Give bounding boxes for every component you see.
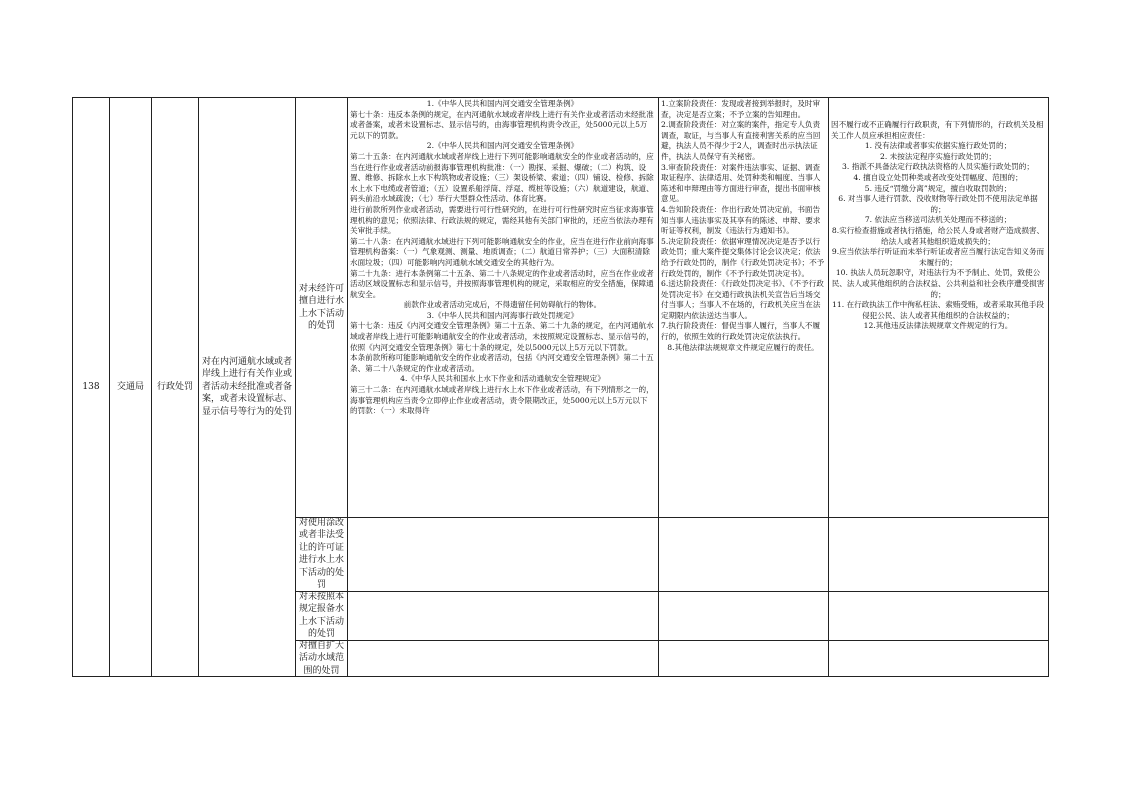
responsibility-line: 5.决定阶段责任：依据审理情况决定是否予以行政处罚；重大案件提交集体讨论会议决定；依法给予行政处罚的，制作《行政处罚决定书》；不予行政处罚的，制作《不予行政处罚决定书》。 — [661, 236, 825, 278]
accountability-line: 10. 执法人员玩忽职守，对违法行为不予制止、处罚，致使公民、法人或其他组织的合法权益、公共利益和社会秩序遭受损害的； — [831, 268, 1045, 299]
basis-line: 第二十八条：在内河通航水域进行下列可能影响通航安全的作业，应当在进行作业前向海事管理机构备案：（一）气象观测、测量、地质调查；（二）航道日常养护；（三）大面积清除水面垃圾；（四）可能影响内河通航水域交通安全的其他行为。 — [350, 236, 654, 267]
accountability-line: 因不履行或不正确履行行政职责，有下列情形的，行政机关及相关工作人员应承担相应责任： — [831, 120, 1044, 140]
accountability-line: 7. 依法应当移送司法机关处理而不移送的； — [864, 215, 1012, 225]
accountability-line: 3. 指派不具备法定行政执法资格的人员实施行政处罚的； — [842, 162, 1034, 172]
department: 交通局 — [116, 381, 144, 392]
responsibility-line: 7.执行阶段责任：督促当事人履行，当事人不履行的，依照生效的行政处罚决定依法执行。 — [661, 321, 821, 342]
department-cell — [110, 98, 152, 676]
responsibility-line: 6.送达阶段责任：《行政处罚决定书》、《不予行政处罚决定书》在交通行政执法机关宣告后当场交付当事人；当事人不在场的，行政机关应当在法定期限内依法送达当事人。 — [661, 279, 824, 320]
sub-item — [296, 98, 347, 517]
accountability-text — [831, 120, 1045, 516]
basis-line: 4.《中华人民共和国水上水下作业和活动通航安全管理规定》 — [400, 374, 605, 384]
row-number: 138 — [82, 381, 100, 392]
basis-line: 2.《中华人民共和国内河交通安全管理条例》 — [426, 141, 579, 151]
sub-item — [296, 640, 347, 677]
category-cell — [152, 98, 199, 676]
accountability-line: 6. 对当事人进行罚款、没收财物等行政处罚不使用法定单据的； — [838, 194, 1038, 214]
basis-line: 第七十条：违反本条例的规定，在内河通航水域或者岸线上进行有关作业或者活动未经批准或者备案，或者未设置标志、显示信号的，由海事管理机构责令改正，处5000元以上5万元以下的罚款。 — [350, 109, 654, 140]
responsibility-line: 8.其他法律法规规章文件规定应履行的责任。 — [667, 342, 819, 352]
accountability-line: 12.其他违反法律法规规章文件规定的行为。 — [863, 321, 1013, 331]
accountability-line: 1. 没有法律或者事实依据实施行政处罚的； — [864, 141, 1012, 151]
legal-basis-cell — [348, 98, 659, 676]
accountability-line: 9.应当依法举行听证而未举行听证或者应当履行法定告知义务而未履行的； — [831, 247, 1045, 267]
accountability-cell — [829, 98, 1048, 676]
basis-line: 第二十五条：在内河通航水域或者岸线上进行下列可能影响通航安全的作业或者活动的，应当在进行作业或者活动前报海事管理机构批准：（一）勘探、采掘、爆破；（二）构筑、设置、维修、拆除水上水下构筑物或者设施；（三）架设桥梁、索道；（四）铺设、检修、拆除水上水下电缆或者管道；（五）设置系船浮筒、浮趸、缆桩等设施；（六）航道建设，航道、码头前沿水域疏浚；（七）举行大型群众性活动、体育比赛。 — [350, 151, 654, 204]
row-divider — [296, 517, 1048, 518]
legal-basis-text — [350, 99, 655, 516]
responsibility-line: 4.告知阶段责任：作出行政处罚决定前，书面告知当事人违法事实及其享有的陈述、申辩、要求听证等权利，制发《违法行为通知书》。 — [661, 204, 821, 236]
category: 行政处罚 — [156, 381, 193, 392]
basis-line: 第三十二条：在内河通航水域或者岸线上进行水上水下作业或者活动，有下列情形之一的，海事管理机构应当责令立即停止作业或者活动，责令限期改正，处5000元以上5万元以下的罚款：（一）未取得许 — [350, 385, 654, 416]
sub-item — [296, 591, 347, 640]
responsibility-line: 2.调查阶段责任：对立案的案件，指定专人负责调查，取证，与当事人有直接利害关系的应当回避，执法人员不得少于2人，调查时出示执法证件，执法人员保守有关秘密。 — [661, 120, 821, 161]
row-divider — [296, 640, 1048, 641]
accountability-line: 11. 在行政执法工作中徇私枉法、索贿受贿，或者采取其他手段侵犯公民、法人或者其他组织的合法权益的； — [832, 300, 1044, 320]
basis-line: 3.《中华人民共和国内河海事行政处罚规定》 — [426, 310, 579, 320]
basis-line: 进行前款所列作业或者活动，需要进行可行性研究的，在进行可行性研究时应当征求海事管理机构的意见；依照法律、行政法规的规定，需经其他有关部门审批的，还应当依法办理有关审批手续。 — [350, 204, 654, 236]
basis-line: 第二十九条：进行本条例第二十五条、第二十八条规定的作业或者活动时，应当在作业或者活动区域设置标志和显示信号，并按照海事管理机构的规定，采取相应的安全措施，保障通航安全。 — [350, 268, 654, 299]
row-number-cell — [73, 98, 110, 676]
item-name: 对在内河通航水域或者岸线上进行有关作业或者活动未经批准或者备案，或者未设置标志、显示信号等行为的处罚 — [201, 356, 292, 417]
sub-item-label: 对擅自扩大活动水域范围的处罚 — [298, 640, 344, 676]
basis-line: 前款作业或者活动完成后，不得遗留任何妨碍航行的物体。 — [403, 300, 602, 310]
permission-table — [72, 97, 1049, 677]
row-divider — [296, 591, 1048, 592]
basis-line: 1.《中华人民共和国内河交通安全管理条例》 — [426, 99, 579, 108]
accountability-line: 8.实行检查措施或者执行措施，给公民人身或者财产造成损害、给法人或者其他组织造成损失的； — [831, 225, 1045, 246]
sub-item-label: 对使用涂改或者非法受让的许可证进行水上水下活动的处罚 — [298, 517, 344, 590]
sub-item-label: 对未经许可擅自进行水上水下活动的处罚 — [298, 283, 344, 331]
responsibility-text — [661, 99, 825, 516]
responsibility-line: 1.立案阶段责任：发现或者接到举报时，及时审查，决定是否立案；不予立案的告知理由。 — [661, 99, 821, 119]
accountability-line: 5. 违反“罚缴分离”规定，擅自收取罚款的； — [864, 183, 1012, 193]
responsibility-cell — [659, 98, 829, 676]
sub-item — [296, 517, 347, 591]
basis-line: 本条前款所称可能影响通航安全的作业或者活动，包括《内河交通安全管理条例》第二十五条、第二十八条规定的作业或者活动。 — [350, 353, 654, 373]
sub-items-column — [296, 98, 348, 676]
item-name-cell — [199, 98, 296, 676]
accountability-line: 4. 擅自设立处罚种类或者改变处罚幅度、范围的； — [853, 172, 1023, 182]
accountability-line: 2. 未按法定程序实施行政处罚的； — [880, 151, 996, 161]
sub-item-label: 对未按照本规定报备水上水下活动的处罚 — [298, 591, 344, 639]
responsibility-line: 3.审查阶段责任：对案件违法事实、证据、调查取证程序、法律适用、处罚种类和幅度、当事人陈述和申辩理由等方面进行审查，提出书面审核意见。 — [661, 162, 821, 204]
basis-line: 第十七条：违反《内河交通安全管理条例》第二十五条、第二十九条的规定，在内河通航水域或者岸线上进行可能影响通航安全的作业或者活动，未按照规定设置标志、显示信号的，依照《内河交通安全管理条例》第七十条的规定，处以5000元以上5万元以下罚款。 — [350, 321, 654, 352]
